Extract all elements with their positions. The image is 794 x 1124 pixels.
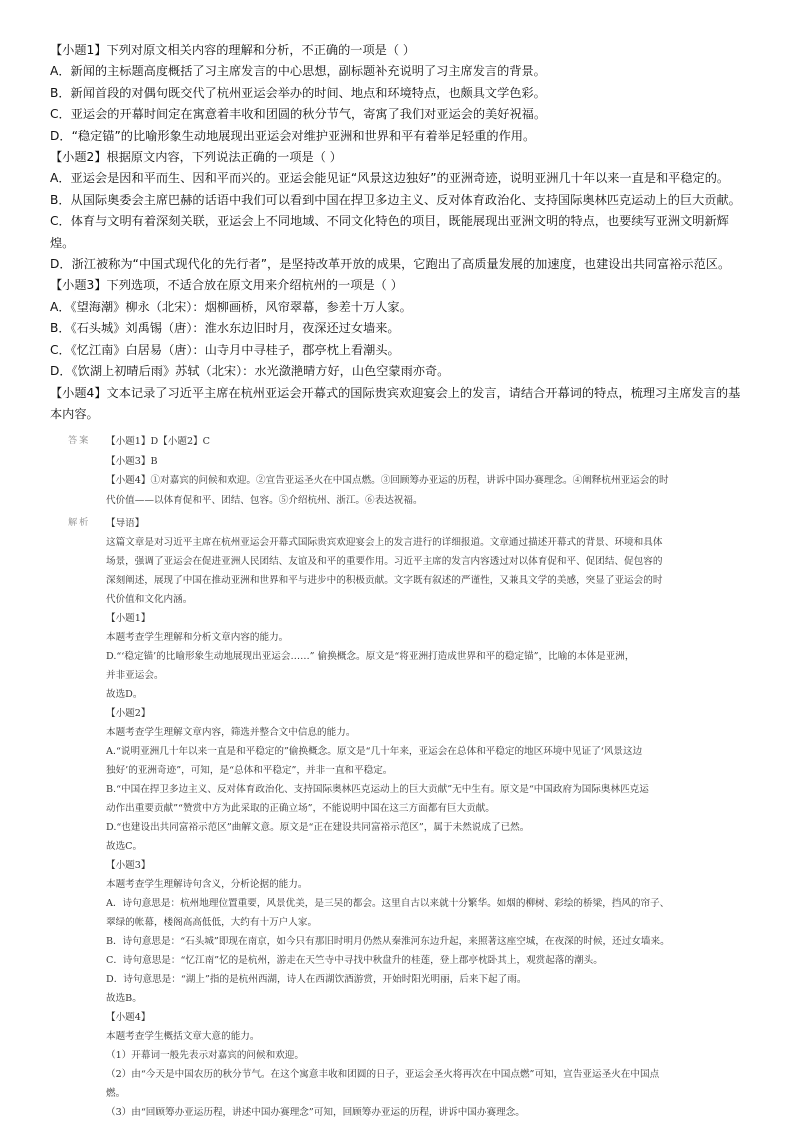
analysis-line: 这篇文章是对习近平主席在杭州亚运会开幕式国际贵宾欢迎宴会上的发言进行的详细报道。文章通过描述开幕式的背景、环境和具体 — [106, 537, 663, 548]
analysis-line: 代价值和文化内涵。 — [106, 594, 193, 605]
analysis-line: D.“也建设出共同富裕示范区”曲解文意。原文是“正在建设共同富裕示范区”，属于未然说成了已然。 — [106, 822, 530, 833]
analysis-line: 燃。 — [106, 1088, 126, 1099]
option-b: B．从国际奥委会主席巴赫的话语中我们可以看到中国在捍卫多边主义、反对体育政治化、支持国际奥林匹克运动上的巨大贡献。 — [50, 192, 741, 207]
analysis-line: B．诗句意思是：“石头城”即现在南京，如今只有那旧时明月仍然从秦淮河东边升起，来照著这座空城，在夜深的时候，还过女墙来。 — [106, 936, 670, 947]
analysis-line: 本题考查学生理解诗句含义，分析论据的能力。 — [106, 879, 308, 890]
answer-line: 【小题1】D【小题2】C — [106, 436, 210, 447]
answer-line: 【小题3】B — [106, 455, 158, 467]
analysis-line: A．诗句意思是：杭州地理位置重要，风景优美，是三吴的都会。这里自古以来就十分繁华。如烟的柳树、彩绘的桥梁，挡风的帘子、 — [106, 898, 670, 909]
analysis-line: B.“中国在捍卫多边主义、反对体育政治化、支持国际奥林匹克运动上的巨大贡献”无中生有。原文是“中国政府为国际奥林匹克运 — [106, 784, 649, 795]
analysis-line: （1）开幕词一般先表示对嘉宾的问候和欢迎。 — [106, 1050, 304, 1061]
option-c: C．《忆江南》白居易（唐）：山寺月中寻桂子，郡亭枕上看潮头。 — [50, 342, 400, 357]
option-d: D．浙江被称为“中国式现代化的先行者”，是坚持改革开放的成果，它跑出了高质量发展的加速度，也建设出共同富裕示范区。 — [50, 257, 731, 272]
option-b: B．新闻首段的对偶句既交代了杭州亚运会举办的时间、地点和环境特点，也颇具文学色彩。 — [50, 85, 546, 100]
analysis-line: 翠绿的帐幕，楼阁高高低低，大约有十万户人家。 — [106, 917, 318, 928]
option-a: A．亚运会是因和平而生、因和平而兴的。亚运会能见证“风景这边独好”的亚洲奇迹，说明亚洲几十年以来一直是和平稳定的。 — [50, 171, 730, 186]
analysis-line: C．诗句意思是：“忆江南”忆的是杭州，游走在天竺寺中寻找中秋盘升的桂莲，登上郡亭枕卧其上，观赏起落的潮头。 — [106, 955, 603, 966]
question-4 — [50, 383, 750, 426]
question-stem: 【小题3】下列选项，不适合放在原文用来介绍杭州的一项是（ ） — [50, 278, 403, 293]
question-stem: 【小题1】下列对原文相关内容的理解和分析，不正确的一项是（ ） — [50, 43, 416, 57]
option-a: A．新闻的主标题高度概括了习主席发言的中心思想，副标题补充说明了习主席发言的背景。 — [50, 64, 546, 79]
option-a: A．《望海潮》柳永（北宋）：烟柳画桥，风帘翠幕，参差十万人家。 — [50, 299, 412, 314]
analysis-line: 本题考查学生理解和分析文章内容的能力。 — [106, 632, 289, 643]
analysis-line: 本题考查学生概括文章大意的能力。 — [106, 1031, 260, 1042]
analysis-line: 场景，强调了亚运会在促进亚洲人民团结、友谊及和平的重要作用。习近平主席的发言内容透过对以体育促和平、促团结、促包容的 — [106, 556, 663, 567]
answer-body — [106, 432, 706, 510]
option-d: D．《饮湖上初晴后雨》苏轼（北宋）：水光潋滟晴方好，山色空蒙雨亦奇。 — [50, 364, 450, 379]
question-3 — [50, 275, 750, 382]
answer-section — [68, 432, 748, 506]
option-d: D．“稳定锚”的比喻形象生动地展现出亚运会对维护亚洲和世界和平有着举足轻重的作用。 — [50, 128, 536, 143]
analysis-line: D．诗句意思是：“湖上”指的是杭州西湖，诗人在西湖饮酒游赏，开始时阳光明丽，后来下起了雨。 — [106, 974, 527, 985]
analysis-line: 【小题3】 — [106, 860, 151, 871]
analysis-line: 【导语】 — [106, 518, 145, 529]
question-1 — [50, 40, 750, 147]
question-stem: 【小题2】根据原文内容，下列说法正确的一项是（ ） — [50, 150, 342, 165]
analysis-line: 故选D。 — [106, 689, 143, 700]
question-stem: 【小题4】文本记录了习近平主席在杭州亚运会开幕式的国际贵宾欢迎宴会上的发言，请结合开幕词的特点，梳理习主席发言的基 — [50, 385, 741, 400]
option-c: C．亚运会的开幕时间定在寓意着丰收和团圆的秋分节气，寄寓了我们对亚运会的美好祝福。 — [50, 107, 547, 122]
analysis-line: A.“说明亚洲几十年以来一直是和平稳定的”偷换概念。原文是“几十年来，亚运会在总体和平稳定的地区环境中见证了‘风景这边 — [106, 746, 643, 757]
analysis-line: 动作出重要贡献”“赞赏中方为此采取的正确立场”，不能说明中国在这三方面都有巨大贡献。 — [106, 803, 495, 814]
questions-section — [50, 40, 750, 425]
analysis-line: 并非亚运会。 — [106, 670, 164, 681]
analysis-line: 故选B。 — [106, 993, 142, 1004]
option-b: B．《石头城》刘禹锡（唐）：淮水东边旧时月，夜深还过女墙来。 — [50, 321, 400, 336]
analysis-label: 解析 — [68, 517, 91, 528]
option-c-continued: 煌。 — [50, 235, 75, 250]
analysis-line: 独好’的亚洲奇迹”，可知，是“总体和平稳定”，并非一直和平稳定。 — [106, 765, 393, 776]
question-2 — [50, 147, 750, 275]
analysis-line: （2）由“今天是中国农历的秋分节气。在这个寓意丰收和团圆的日子，亚运会圣火将再次在中国点燃”可知，宣告亚运圣火在中国点 — [106, 1069, 660, 1080]
analysis-line: 深刻阐述，展现了中国在推动亚洲和世界和平与进步中的积极贡献。文字既有叙述的严谨性，又兼具文学的美感，突显了亚运会的时 — [106, 575, 663, 586]
analysis-line: （3）由“回顾筹办亚运历程，讲述中国办赛理念”可知，回顾筹办亚运的历程，讲诉中国办赛理念。 — [106, 1107, 525, 1118]
analysis-line: 本题考查学生理解文章内容，筛选并整合文中信息的能力。 — [106, 727, 356, 738]
answer-line: 【小题4】①对嘉宾的问候和欢迎。②宣告亚运圣火在中国点燃。③回顾筹办亚运的历程，讲诉中国办赛理念。④阐释杭州亚运会的时 — [106, 475, 669, 486]
analysis-line: 【小题2】 — [106, 708, 151, 719]
analysis-line: D.“‘稳定锚’的比喻形象生动地展现出亚运会……” 偷换概念。原文是“将亚洲打造成世界和平的稳定锚”，比喻的本体是亚洲， — [106, 651, 635, 662]
analysis-line: 故选C。 — [106, 841, 143, 852]
answer-label: 答案 — [68, 435, 91, 446]
option-c: C．体育与文明有着深刻关联，亚运会上不同地域、不同文化特色的项目，既能展现出亚洲文明的特点，也要续写亚洲文明新辉 — [50, 214, 729, 229]
analysis-body — [106, 514, 706, 1122]
analysis-section — [68, 514, 748, 1118]
question-stem-continued: 本内容。 — [50, 406, 99, 421]
answer-line: 代价值——以体育促和平、团结、包容。⑤介绍杭州、浙江。⑥表达祝福。 — [106, 494, 423, 506]
analysis-line: 【小题1】 — [106, 613, 151, 624]
analysis-line: 【小题4】 — [106, 1012, 151, 1023]
